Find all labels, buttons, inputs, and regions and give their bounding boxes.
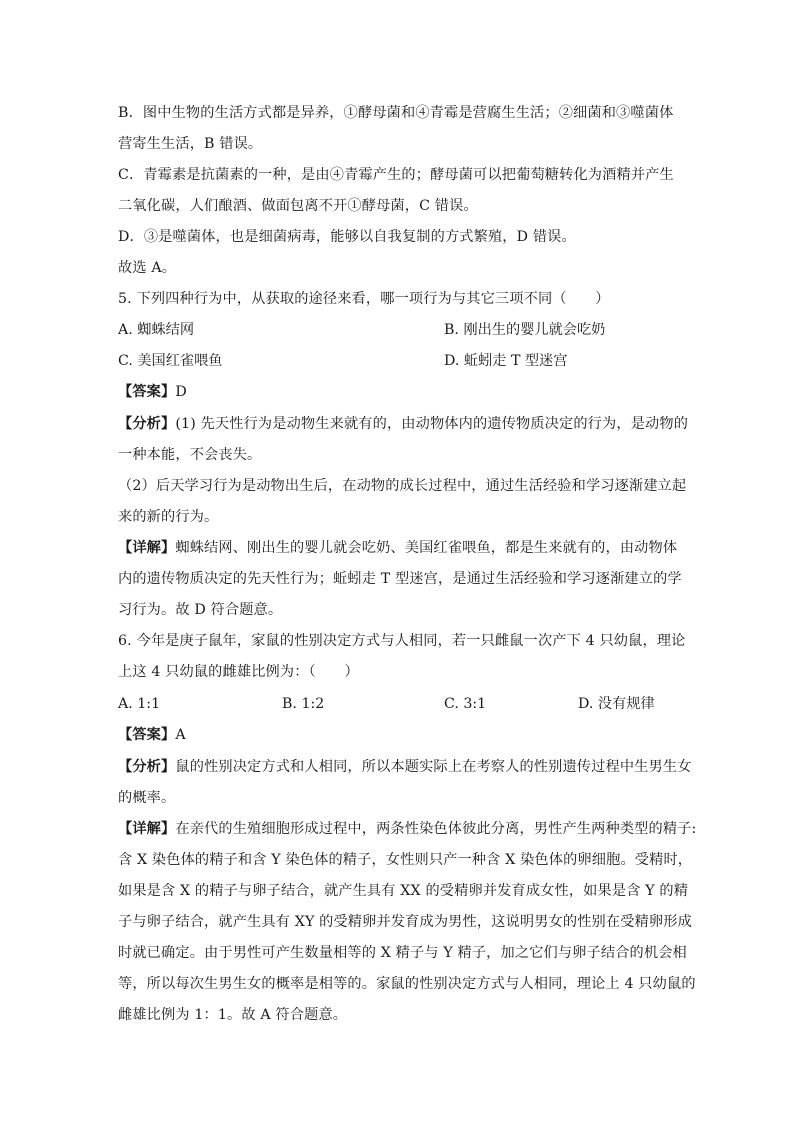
q5-option-d: D. 蚯蚓走 T 型迷宫: [444, 353, 568, 369]
q6-detail-line5: 时就已确定。由于男性可产生数量相等的 X 精子与 Y 精子，加之它们与卵子结合的机会相: [118, 945, 687, 961]
q5-option-c: C. 美国红雀喂鱼: [118, 353, 223, 369]
answer-value: D: [175, 384, 187, 400]
q6-option-a: A. 1:1: [118, 696, 161, 712]
q5-analysis-line4: 来的新的行为。: [118, 509, 219, 525]
q6-stem-line2: 上这 4 只幼鼠的雌雄比例为：（ ）: [118, 664, 359, 680]
q6-detail-line3: 如果是含 X 的精子与卵子结合，就产生具有 XX 的受精卵并发育成女性，如果是含 Y 的精: [118, 883, 689, 899]
q6-detail-line1: [118, 819, 696, 839]
analysis-tag: 【分析】: [118, 416, 176, 432]
detail-tag: 【详解】: [118, 540, 176, 556]
q6-answer: [118, 725, 186, 745]
q6-stem-line1: 6. 今年是庚子鼠年，家鼠的性别决定方式与人相同，若一只雌鼠一次产下 4 只幼鼠，理论: [118, 633, 686, 649]
answer-tag: 【答案】: [118, 727, 176, 743]
q5-analysis-line1: [118, 414, 688, 434]
analysis-text: 鼠的性别决定方式和人相同，所以本题实际上在考察人的性别遗传过程中生男生女: [175, 759, 692, 775]
q6-detail-line2: 含 X 染色体的精子和含 Y 染色体的精子，女性则只产一种含 X 染色体的卵细胞。受精时，: [118, 852, 693, 868]
answer-value: A: [175, 727, 186, 743]
q5-answer: [118, 382, 187, 402]
q4-conclusion: 故选 A。: [118, 260, 177, 276]
detail-text: 在亲代的生殖细胞形成过程中，两条性染色体彼此分离，男性产生两种类型的精子:: [175, 821, 697, 837]
q5-detail-line1: [118, 538, 677, 558]
q5-option-a: A. 蜘蛛结网: [118, 322, 195, 338]
q5-detail-line3: 习行为。故 D 符合题意。: [118, 602, 283, 618]
q4-option-c-line2: 二氧化碳，人们酿酒、做面包离不开①酵母菌，C 错误。: [118, 198, 478, 214]
detail-tag: 【详解】: [118, 821, 176, 837]
q5-option-b: B. 刚出生的婴儿就会吃奶: [444, 322, 606, 338]
analysis-tag: 【分析】: [118, 759, 176, 775]
detail-text: 蜘蛛结网、刚出生的婴儿就会吃奶、美国红雀喂鱼，都是生来就有的，由动物体: [175, 540, 678, 556]
q6-option-b: B. 1:2: [282, 696, 325, 712]
q5-analysis-line3: （2）后天学习行为是动物出生后，在动物的成长过程中，通过生活经验和学习逐渐建立起: [118, 478, 687, 494]
q6-analysis-line2: 的概率。: [118, 790, 176, 806]
q6-option-c: C. 3:1: [444, 696, 487, 712]
q4-option-b-line1: B．图中生物的生活方式都是异养，①酵母菌和④青霉是营腐生生活；②细菌和③噬菌体: [118, 105, 674, 121]
q5-analysis-line2: 一种本能，不会丧失。: [118, 447, 262, 463]
q6-option-d: D. 没有规律: [578, 696, 655, 712]
q6-detail-line4: 子与卵子结合，就产生具有 XY 的受精卵并发育成为男性，这说明男女的性别在受精卵形成: [118, 914, 692, 930]
q4-option-c-line1: C．青霉素是抗菌素的一种，是由④青霉产生的；酵母菌可以把葡萄糖转化为酒精并产生: [118, 167, 674, 183]
q6-detail-line6: 等，所以每次生男生女的概率是相等的。家鼠的性别决定方式与人相同，理论上 4 只幼鼠的: [118, 976, 696, 992]
q6-detail-line7: 雌雄比例为 1：1。故 A 符合题意。: [118, 1007, 348, 1023]
q5-detail-line2: 内的遗传物质决定的先天性行为；蚯蚓走 T 型迷宫，是通过生活经验和学习逐渐建立的学: [118, 571, 682, 587]
q5-stem: 5. 下列四种行为中，从获取的途径来看，哪一项行为与其它三项不同（ ）: [118, 291, 610, 307]
q4-option-b-line2: 营寄生生活，B 错误。: [118, 136, 263, 152]
answer-tag: 【答案】: [118, 384, 176, 400]
q4-option-d-line1: D．③是噬菌体，也是细菌病毒，能够以自我复制的方式繁殖，D 错误。: [118, 229, 576, 245]
analysis-text: (1) 先天性行为是动物生来就有的，由动物体内的遗传物质决定的行为，是动物的: [175, 416, 689, 432]
q6-analysis-line1: [118, 757, 692, 777]
